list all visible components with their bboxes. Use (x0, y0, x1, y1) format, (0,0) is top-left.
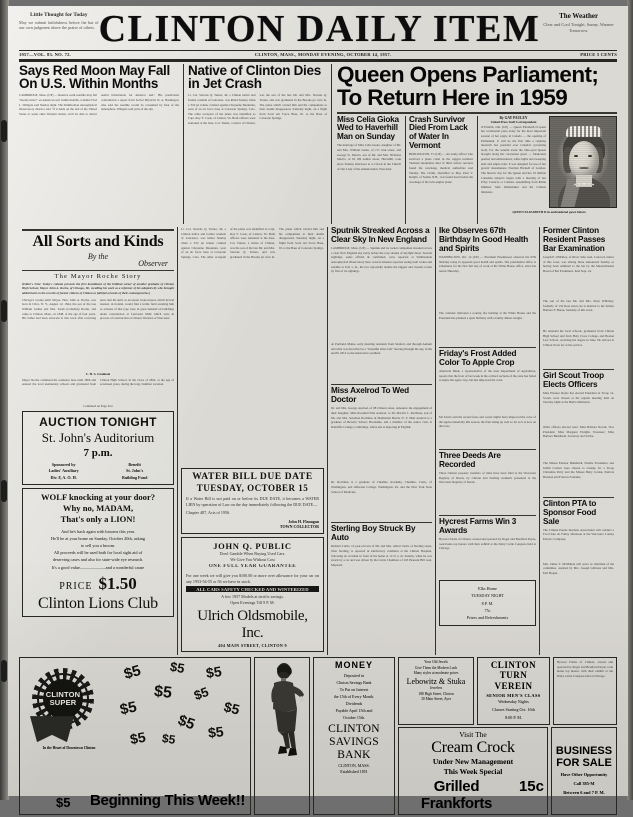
body-bar-exam-2: The son of the late Mr. and Mrs. Peter O'Malley, formerly of 132 Ross street, he is married to the former Barbara F. Horan, formerly of this town. (543, 298, 614, 313)
ad-cream-crock[interactable] (398, 727, 548, 815)
allsorts-observer: Observer (138, 259, 168, 269)
body-girl-scout-2: Other officers elected were: Miss Barbara Novak, Vice President; Miss Margaret Enright, Treasurer; Miss Barbara Burkhardt, Secretary and Scribe. (543, 424, 614, 439)
little-thought-box (19, 12, 99, 30)
story-crash-survivor (405, 116, 473, 225)
cream-management: Under New Management (432, 757, 514, 766)
body-axelrod-1: Dr. and Mrs. George Axelrod, of 68 Clinton street, announce the engagement of their daughter, Miss Rosalind Edie Axelrod, to Dr. Marvin C. Rochinas, son of Mr. and Mrs. Solomon Rochinas of Manhattan Beach, N. Y. Miss Axelrod is a graduate of Beverly School, Brookline, and a member of the senior class at Radcliffe College, Cambridge, where she is majoring in English. (331, 406, 432, 429)
auction-benefit: Benefit St. John's Building Fund (121, 462, 148, 480)
ad-clinton-super[interactable]: CLINTON SUPER In the Heart of Downtown Clinton $5 $5 $5 $5 $5 $5 $5 $5 $5 $5 $5 $5 Beginning This Week!! (19, 657, 251, 815)
cream-crock-name: Cream Crock (431, 739, 515, 756)
body-apple-1: American Bank, a representative of the state Department of Agriculture, reports that the frost of last week in the orchard sections of the state has failed to injure the apple crop, but has improved the color. (439, 368, 536, 383)
jewel-line-3: Many styles at moderate prices (413, 670, 459, 675)
allsorts-rule-top (22, 229, 174, 231)
super-name-line1: CLINTON (45, 690, 81, 700)
allsorts-rule-mid (22, 270, 174, 271)
little-thought-title: Little Thought for Today (30, 12, 88, 18)
lions-price-value: $1.50 (98, 573, 137, 593)
col4-rule-2 (439, 449, 536, 450)
john-q-public-title: JOHN Q. PUBLIC (213, 540, 292, 551)
col3-rule-1 (331, 384, 432, 385)
lions-line-1: WOLF knocking at your door? (40, 491, 156, 502)
turn-verein-line-2: TURN VEREIN (494, 670, 533, 691)
queen-byline-credit: United Press Staff Correspondent (490, 119, 537, 124)
col5-rule-1 (543, 369, 614, 370)
newspaper-page (8, 6, 628, 813)
business-sale-phone: Call 385-M (573, 780, 595, 786)
body-pta-1: The Clinton Parent-Teachers Association will conduct a Food Sale on Friday afternoon at the Worcester County Electric Company. (543, 527, 614, 542)
main-columns (15, 224, 621, 655)
headline-hycrest-farms: Hycrest Farms Win 3 Awards (439, 517, 517, 535)
water-bill-title-role: TOWN COLLECTOR (279, 524, 319, 530)
money-line-7: October 15th. (343, 715, 365, 721)
jq-line-5: A few 1957 Models at terrific savings. (221, 593, 284, 599)
emblem-time: 8 P. M. (481, 600, 494, 606)
lions-body-3: to sell you a broom. (80, 543, 116, 549)
bottom-right-ads (398, 657, 617, 815)
ad-lions-club[interactable] (22, 488, 174, 617)
auction-venue: St. John's Auditorium (41, 430, 155, 446)
queen-photo-and-story (477, 116, 617, 225)
column-subhead-roche: The Mayor Roche Story (54, 273, 142, 281)
business-sale-line-1: BUSINESS (555, 744, 613, 757)
cream-item-price: 15c (518, 778, 544, 796)
body-roche-1: Chicago's twenty-sixth Mayor, Hon. John A. Roche, was born in Utica, N. Y., August 12, 1844, the son of the late William Joshua and Mrs. Sarah (Callahan) Roche, and came to Clinton, Mass., in 1848, at the age of four years. His father had been attracted to this town after receiving news that his skill, as an expert stone mason, which he had learned, in Ireland, would find a fertile field awaiting him as artisans of that type were in great demand on buildings under construction at Lancaster Mills which were in process of construction at Clinton Worsted, at Worcester. (22, 297, 174, 321)
ulrich-address: 404 MAIN STREET, CLINTON 9 (218, 643, 287, 649)
bank-name-3: BANK (337, 748, 371, 761)
ad-ulrich-oldsmobile[interactable] (181, 537, 324, 652)
queen-photo-caption: QUEEN ELIZABETH II in embroidered gown before (512, 209, 586, 214)
jewel-line-2: Give Them the Modern Look (414, 665, 458, 670)
price-label: PRICE 5 CENTS (580, 52, 617, 58)
bank-established: Established 1851 (340, 769, 368, 775)
allsorts-byline: By the (87, 252, 109, 262)
turn-verein-class: SENIOR MEN'S CLASS (486, 693, 541, 699)
dateline-bar (15, 51, 621, 59)
jq-line-1: Don't Gamble When Buying Used Cars. (219, 550, 286, 556)
masthead (15, 10, 621, 48)
lions-body-2: He'll be at your home on Sunday, October 20th, asking (50, 536, 146, 542)
headline-ike-birthday: Ike Observes 67th Birthday In Good Health and Spirits (439, 226, 529, 253)
newspaper-title: CLINTON DAILY ITEM (98, 8, 541, 50)
money-heading: MONEY (334, 660, 373, 671)
turn-verein-nights: Wednesday Nights (498, 699, 529, 705)
body-hycrest-farms: Hycrest Farms of Clinton, owned and operated by Roger and Bradford Doyle, took home top honors with their exhibit at the Dairy Cattle Congress held at Chicago. (439, 537, 536, 551)
water-bill-title: WATER BILL DUE DATE (192, 472, 313, 483)
body-ike-2: The calendar indicated a roaring fire burning at the White House and the President has planned a quiet birthday with a family dinner tonight. (439, 310, 536, 320)
turn-verein-line-1: CLINTON (490, 660, 537, 671)
body-three-deeds: Three Clinton property transfers of titles have been filed at the Worcester Registry of Deeds, by Clinton and Sterling residents presented at the Worcester Registry of Deeds. (439, 471, 536, 485)
money-line-6: Payable April 15th and (335, 708, 373, 714)
water-bill-signer: John H. Flanagan (288, 518, 319, 524)
body-sputnik-2: At Portland, Maine, early morning residents from Sanford, and through Auburn and what was described as a "beautiful silver ball" moving through the sky, in the north's 1812 to-the-mark more southern. (331, 342, 432, 356)
jeweler-address-2: 30 Main Street, Ayer (421, 697, 451, 702)
auction-sponsor: Sponsored by Ladies' Auxiliary Div. 8, A. O. H. (48, 462, 79, 480)
headline-apple-frost: Friday's Frost Added Color To Apple Crop (439, 348, 517, 367)
body-red-moon: CAMBRIDGE, Mass. (UP) — Russia's earth satellite may fall "mostly intact" on American soil within months, scientist Fred L. Whipple said Sunday night. The Smithsonian Astrophysical Observatory director said "if it lands on the end of the United States or some other Western nation, we'll be able to derive useful information for America and." His predictions contradicted a report from Soviet Physicist O. A. Bashnagov who said the satellite would be consumed by heat of the atmosphere. Whipple said parts of the sky. (19, 93, 179, 116)
money-line-4: the 15th of Every Month. (333, 694, 375, 700)
body-sterling-boy: Richard Curtis, 13-year-old son of Mr. and Mrs. Albert Curtis of Sterling street, West Sterling, is reported in satisfactory condition at the Clinton Hospital, following an accident in front of his home at 11:15 a. m. Sunday, when he was struck by a car and was driven by the Curtis Chambers of 118 Pleasant Hill road, Maynard. (331, 544, 432, 567)
story-jet-crash (183, 64, 327, 224)
water-bill-date: TUESDAY, OCTOBER 15 (196, 483, 309, 494)
column-5 (539, 227, 617, 655)
weather-title: The Weather (559, 12, 599, 20)
water-bill-body: If a Water Bill is not paid on or before its DUE DATE, it becomes a WATER LIEN by operation of Law on the day immediately following the DUE DATE— (186, 496, 319, 508)
body-axelrod-2: Dr. Rochinas is a graduate of Cheshire Academy, Cheshire, Conn., of Washington, and Jefferson College, Washington, Pa. and the New York State School of Medicine. (331, 480, 432, 494)
column-2 (177, 227, 327, 655)
headline-jet-crash: Native of Clinton Dies in Jet Crash (188, 62, 321, 92)
bank-name-2: SAVINGS (329, 735, 379, 748)
volume-number: 1957—VOL. 83. NO. 72. (19, 52, 71, 58)
business-sale-opportunity: Have Other Opportunity (560, 772, 608, 777)
weather-forecast: Clear and Cool Tonight, Sunny, Warmer Tomorrow. (543, 22, 614, 33)
cream-special-label: This Week Special (443, 767, 503, 777)
headline-three-deeds: Three Deeds Are Recorded (439, 450, 501, 469)
jewel-line-1: Your Old Jewels (424, 660, 448, 665)
auction-title: AUCTION TONIGHT (39, 415, 157, 430)
business-sale-hours: Between 6 and 7 P. M. (563, 789, 605, 795)
body-queen-parliament: OTTAWA, Ont. (UP) — Queen Elizabeth II opens her ceremonial press today for the most important session of her reign, in Canada — the opening of Parliament. It will be the first time a reigning monarch has presided over Canada's governing body. For the solemn event the blue-eyed Queen brought along her coronation gown — fabulously pearled and embroidered, white lights and sweeping skirt and ample train. It was designed for use of her gowns' dressmakers, Norman Hartnell of London. The historic day for the Queen and her 16 million Canadian subjects began with a meeting of her Privy Council, or Cabinet, Assembling from Prime Minister John Diefenbaker and his Cabinet ministers. (481, 124, 546, 194)
headline-red-moon: Says Red Moon May Fall On U.S. Within Months (19, 62, 170, 92)
turn-verein-start: Classes Starting Oct. 16th (492, 707, 535, 713)
lions-line-2: Why no, MADAM, (62, 502, 134, 513)
banner-rule (337, 112, 617, 114)
banner-headline: Queen Opens Parliament; To Return Here in 1959 (337, 61, 599, 110)
col5-rule-2 (543, 497, 614, 498)
column-3 (327, 227, 435, 655)
lions-body-1: And he's back again with brooms this year. (61, 529, 135, 535)
cream-item-name: Grilled Frankforts (420, 778, 493, 813)
emblem-day: TUESDAY NIGHT (470, 593, 505, 599)
weather-box (540, 12, 617, 34)
jq-guarantee: ONE FULL YEAR GUARANTEE (208, 564, 297, 570)
roche-signature: C. H. S. Graduate (85, 371, 111, 376)
column-1 (19, 227, 177, 655)
auction-time: 7 p.m. (83, 447, 113, 460)
clinton-super-tagline: In the Heart of Downtown Clinton (42, 746, 96, 751)
ad-clinton-savings-bank[interactable] (313, 657, 395, 815)
body-jump-overflow: Hycrest Farms of Clinton, owned and operated by Roger and Bradford Doyle, took home top honors with their exhibit at the Dairy Cattle Congress held at Chicago. (557, 660, 613, 679)
emblem-venue: Elks Home (478, 586, 497, 592)
queen-photograph (549, 116, 617, 208)
bank-city: CLINTON, MASS. (338, 762, 370, 768)
lions-body-5: deserving cases and also for state-wide eye research. (52, 557, 144, 563)
ad-business-for-sale[interactable] (551, 727, 617, 815)
money-line-5: Dividends (345, 701, 363, 707)
publication-dateline: CLINTON, MASS., MONDAY EVENING, OCTOBER 14, 1957. (254, 52, 392, 58)
jq-offer: For one week we will give you $100.00 or more over allowance for your car on any 1953-54-55 or 56 we have in stock. (186, 572, 319, 584)
body-girl-scout-1: Miss Eleanor Doyle has elected President of Troop 14, Scouts were chosen at the regular meeting held on Tuesday night at the Harris Memorial. (543, 390, 614, 405)
lions-club-name: Clinton Lions Club (38, 594, 158, 612)
ad-emblem-club[interactable] (439, 580, 536, 626)
top-news-band (15, 61, 621, 224)
col3-rule-2 (331, 522, 432, 523)
body-bar-exam-1: Joseph P. O'Malley, of River Side road, Concord, native of this town, was among those announced Sunday as having been admitted to the bar by the Massachusetts Board of Bar Examiners, held Sept. 24. (543, 254, 614, 273)
ad-auction[interactable] (22, 411, 174, 484)
water-bill-chapter: Chapter 487, Acts of 1956. (186, 510, 231, 516)
super-name-line2: SUPER (49, 698, 77, 708)
body-col2-overflow: Lt. Col. Stevens Q. Turner, 40, a Clinton native and former resident of Lancaster, was killed Sunday when a T22 jet trainer crashed against Cheyenne Mountain, west of an air force base at Colorado Springs, Colo. The other occupant of the plane was identified as Capt. Roy F. Cook, of Canton, Va. Both officers were stationed at the base. Col. Turner, a native of Clinton, was the son of the late Mr. and Mrs. Stevens Q. Turner, and was graduated in the Brooks jet crew in. The plane which carried him and his companions to their deaths disappeared, Saturday night, on a flight from Scott Air Force Base, Ill. to the Base of Colorado Springs. (181, 227, 324, 259)
cream-visit-label: Visit The (459, 730, 487, 739)
body-apple-2: Mr. Davis said the recent frosts and cooler nights have improved the color of the apples materially this season, the fruit sizing up well so far as it is now on the trees. (439, 414, 536, 429)
col4-rule-3 (439, 515, 536, 516)
headline-sterling-boy: Sterling Boy Struck By Auto (331, 524, 416, 542)
jeweler-address-1: 188 High Street, Clinton (418, 691, 454, 696)
story-celia-gioka (337, 116, 401, 225)
body-roche-2: Mayor Roche continued his residence here until 1866 and entered the local elementary schools and graduated from Clinton High School, in the Class of 1862, at the age of seventeen years, during the long, Summer vacation. (22, 377, 174, 387)
jq-line-6: Open Evenings Till 9 P. M. (230, 599, 275, 605)
body-pta-2: Mrs. James T. McMahon will serve as chairman of the committee, assisted by Mrs. Joseph Gibbons and Mrs. Earl Hogan. (543, 561, 614, 576)
headline-axelrod: Miss Axelrod To Wed Doctor (331, 386, 409, 404)
jeweler-name: Lebowitz & Stuka (406, 677, 466, 687)
money-line-1: Deposited in (343, 673, 365, 679)
headline-celia-gioka: Miss Celia Gioka Wed to Haverhill Man on Sunday (337, 114, 399, 142)
lions-line-3: That's only a LION! (60, 513, 136, 524)
body-bar-exam-3: He attended the local schools, graduated from Clinton High School and from Holy Cross College, and Boston Law School, receiving his degree in June. He arrived at Clinton Town for active service. (543, 328, 614, 347)
ad-lebowitz-stuka[interactable] (398, 657, 474, 725)
news-jump-text (553, 657, 617, 725)
story-red-moon (19, 64, 179, 224)
ad-water-bill[interactable] (181, 468, 324, 534)
lions-body-4: All proceeds will be used both for local sight aid of (53, 550, 143, 556)
rosette-ribbon (30, 716, 74, 742)
flag-wrapper (98, 8, 541, 50)
editors-note: (Editor's Note: Today's column presents the first installment of the brilliant career of another graduate of Clinton High School, Mayor John A. Roche, of Chicago, Ill., recalling his work as a reformer of his adopted city who brought added lustre to the records of former citizens of Clinton as faithful servants of their contemporaries.) (22, 281, 174, 295)
lions-body-6: It's a good value——————and a wonderful cause (51, 564, 145, 570)
ad-turn-verein[interactable] (477, 657, 550, 725)
bank-name-1: CLINTON (328, 723, 380, 736)
column-4 (435, 227, 539, 655)
body-jet-crash: Lt. Col. Stevens Q. Turner, 40, a Clinton native and former resident of Lancaster, was killed Sunday when a T22 jet trainer crashed against Cheyenne Mountain, west of an air force base at Colorado Springs, Colo. The other occupant of the plane was identified as Capt. Roy F. Cook, of Canton, Va. Both officers were stationed at the base. Col. Turner, a native of Clinton, was the son of the late Mr. and Mrs. Stevens Q. Turner, and was graduated in the Brooks jet crew in. The plane which carried him and his companions to their deaths disappeared, Saturday night, on a flight from Scott Air Force Base, Ill. to the Base of Colorado Springs. (188, 93, 327, 126)
body-celia-gioka: The marriage of Miss Celia Gioka, daughter of Mr. and Mrs. William Gioka, of 171 Oak street, and George St. Macris, son of Mr. and Mrs. Nicholas Macris, of M 109 Arthur street, Haverhill, took place Sunday afternoon at 4 o'clock in the Church of Our Lady of the Annunciation, Worcester. (337, 143, 401, 171)
story-queen-parliament (331, 61, 617, 224)
emblem-price: 75c (484, 608, 491, 614)
money-line-2: Clinton Savings Bank (336, 680, 372, 686)
business-sale-line-2: FOR SALE (556, 756, 612, 769)
headline-bar-exam: Former Clinton Resident Passes Bar Examination (543, 226, 606, 253)
body-sputnik-1: CAMBRIDGE, Mass. (UP) — Sputnik and its rocket companion streaked across a clear New England sky today before the rosy streaks of daylight dawn. Several sightings, some official & confirmed, were reported at Smithsonian Astrophysical Observatory here, several amateur reported seeing both rocket and satellite at 6:41 a. m., the two reportedly double the biggest and clearest rocket by first of its sightings. (331, 246, 432, 274)
queen-byline: By GAY PAULEY (499, 115, 528, 120)
body-ike-1: WASHINGTON, Oct. 14 (UP) — President Eisenhower observes his 67th birthday today in apparent good health and spirits. The presidential office is scheduled, for his first full day of work at his White House office, since his return Thursday. (439, 254, 536, 273)
headline-girl-scout: Girl Scout Troop Elects Officers (543, 370, 604, 389)
woman-figure-icon (257, 660, 307, 760)
headline-crash-survivor: Crash Survivor Died From Lack of Water In Vermont (409, 114, 468, 150)
jq-highlight-banner: ALL CARS SAFETY CHECKED AND WINTERIZED (186, 586, 319, 592)
money-line-3: To Put on Interest (339, 687, 369, 693)
turn-verein-time: 8:00 P. M. (505, 715, 522, 721)
jq-line-2: We Give You Without Cost (230, 556, 275, 562)
lions-price-word: PRICE (59, 580, 93, 592)
ulrich-name: Ulrich Oldsmobile, Inc. (197, 608, 308, 642)
headline-sputnik: Sputnik Streaked Across a Clear Sky In New England (331, 226, 430, 244)
body-crash-survivor: BURLINGTON, Vt. (UP) — An Army officer who survived a plane crash in the rugged northern Vermont mountains died of thirst before rescuers found the wreckage, medical authorities said Sunday. The victim, identified as Maj. Paul V. Knight, of Salem, N.H., was found dead beside the wreckage of his twin-engine plane. (409, 152, 473, 184)
continued-line: Continued on Page four (83, 403, 113, 408)
little-thought-body: May we submit faithfulness before the bar of our own judgment above the praise of others. (19, 19, 99, 30)
ad-illustration-woman (254, 657, 310, 815)
jeweler-subtitle: Jewelers (429, 686, 443, 691)
body-girl-scout-3: The Misses Eleanor Burkhardt, Natalie Ferrantino, and Judith Corbett were chosen to arrange for a Troop Christmas Party and the Misses Betty Jordan, Patricia Bresnan and Frances Fontaine. (543, 460, 614, 479)
emblem-extras: Prizes and Refreshments (466, 615, 509, 621)
col4-rule-1 (439, 347, 536, 348)
super-price-badge: $5 (56, 795, 71, 811)
super-beginning-label: Beginning This Week!! (90, 792, 246, 810)
allsorts-title: All Sorts and Kinds (32, 233, 164, 251)
headline-pta-food-sale: Clinton PTA to Sponsor Food Sale (543, 498, 597, 526)
bottom-ad-band (15, 655, 621, 817)
